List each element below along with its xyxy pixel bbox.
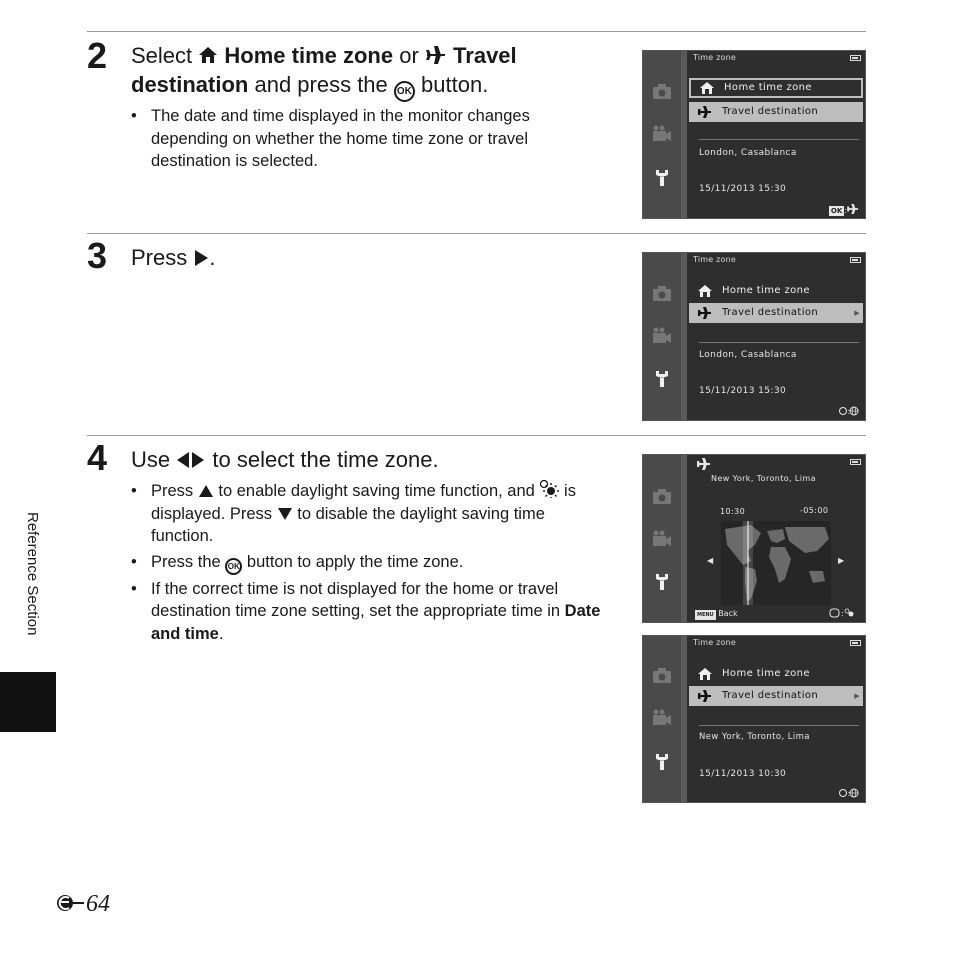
separator (699, 725, 859, 726)
row-label: Home time zone (722, 285, 810, 296)
camera-icon (652, 487, 672, 505)
screen-title: Time zone (693, 638, 737, 647)
wrench-icon (652, 370, 672, 388)
page-number (56, 891, 110, 918)
row-travel-destination[interactable] (689, 686, 863, 706)
rotary-globe-icon (839, 788, 859, 798)
world-map (721, 521, 831, 605)
airplane-icon (425, 45, 447, 65)
dst-hint (829, 608, 859, 620)
map-city-label: New York, Toronto, Lima (711, 474, 816, 483)
footer-rotary-hint (839, 788, 859, 800)
right-arrow-icon (193, 249, 209, 267)
ok-box: OK (830, 207, 843, 215)
row-home-time-zone[interactable] (689, 664, 863, 684)
airplane-icon (697, 458, 711, 470)
b2-a: Press the (151, 552, 221, 571)
map-offset: -05:00 (800, 506, 829, 515)
datetime-label: 15/11/2013 10:30 (699, 769, 787, 779)
step-2-home-label: Home time zone (224, 43, 394, 68)
step-2-or: or (399, 43, 419, 68)
ok-button-icon-small: OK (225, 558, 242, 575)
screen-title: Time zone (693, 53, 737, 62)
screen-sidebar (643, 51, 681, 218)
step-2-press-the: and press the (254, 72, 388, 97)
right-arrow-icon: ▶ (854, 692, 860, 700)
camera-screen-b (642, 252, 866, 421)
screen-sidebar (643, 455, 681, 622)
row-travel-destination[interactable] (689, 303, 863, 323)
row-label: Home time zone (724, 82, 812, 93)
footer-ok-hint: OK : (829, 204, 859, 216)
wrench-icon (652, 169, 672, 187)
camera-screen-d (642, 635, 866, 803)
menu-box: MENU (697, 612, 714, 618)
battery-icon (850, 257, 861, 263)
row-label: Travel destination (722, 690, 819, 701)
step-2-bullets (131, 105, 601, 176)
step-4-number: 4 (87, 437, 108, 478)
reference-e-icon (56, 893, 86, 913)
screen-sidebar (643, 253, 681, 420)
b1-c: is displayed. Press (151, 482, 576, 523)
page-number-text: 64 (86, 891, 110, 917)
camera-icon (652, 666, 672, 684)
airplane-icon (698, 690, 712, 702)
map-left-arrow-icon: ◀ (707, 556, 714, 565)
separator (699, 342, 859, 343)
screen-divider (681, 636, 687, 802)
city-label: London, Casablanca (699, 350, 797, 360)
city-label: New York, Toronto, Lima (699, 732, 810, 742)
airplane-icon (698, 307, 712, 319)
dst-toggle-icon (829, 608, 859, 618)
home-icon (698, 668, 712, 680)
right-arrow-icon: ▶ (854, 309, 860, 317)
step-4-bullets (131, 480, 601, 648)
row-travel-destination[interactable] (689, 102, 863, 122)
b3-end: . (218, 624, 224, 643)
step-2-number: 2 (87, 35, 108, 76)
movie-icon (652, 327, 672, 345)
svg-text::: : (841, 609, 844, 618)
screen-divider (681, 253, 687, 420)
step-4-bullet-correct-time (131, 578, 601, 646)
step-4-bullet-apply (131, 551, 601, 575)
camera-screen-a (642, 50, 866, 219)
step-3-number: 3 (87, 235, 108, 276)
b1-a: Press (151, 482, 194, 500)
row-home-time-zone[interactable] (689, 78, 863, 98)
movie-icon (652, 530, 672, 548)
screen-sidebar (643, 636, 681, 802)
home-icon (198, 45, 218, 65)
datetime-label: 15/11/2013 15:30 (699, 184, 787, 194)
camera-icon (652, 82, 672, 100)
footer-rotary-hint (839, 406, 859, 418)
home-icon (698, 285, 712, 297)
side-section-text: Reference Section (24, 512, 41, 636)
svg-text::: : (847, 407, 851, 416)
down-arrow-icon (277, 507, 293, 521)
camera-screen-c-map (642, 454, 866, 623)
rule-top (87, 31, 866, 32)
wrench-icon (652, 753, 672, 771)
battery-icon (850, 459, 861, 465)
step-4-use: Use (131, 447, 171, 472)
movie-icon (652, 709, 672, 727)
up-arrow-icon (198, 484, 214, 498)
step-4-to-select: to select the time zone. (212, 447, 439, 472)
back-label: Back (718, 609, 738, 618)
separator (699, 139, 859, 140)
battery-icon (850, 55, 861, 61)
step-2-bullet: • The date and time displayed in the monitor changes depending on whether the home time zone or travel destination is selected. (131, 105, 601, 173)
side-section-tab (0, 672, 56, 732)
step-2-travel-label: Travel destination (131, 43, 517, 97)
movie-icon (652, 125, 672, 143)
step-3-period: . (209, 245, 216, 270)
home-icon (700, 82, 714, 94)
b3-bold: Date and time (151, 602, 601, 643)
row-home-time-zone[interactable] (689, 281, 863, 301)
svg-text::: : (847, 789, 851, 798)
b1-b: to enable daylight saving time function, and (218, 482, 535, 500)
step-4-bullet-dst (131, 480, 601, 548)
airplane-icon (847, 204, 859, 214)
step-3-press: Press (131, 245, 188, 270)
row-label: Travel destination (722, 106, 819, 117)
screen-divider (681, 455, 687, 622)
map-time: 10:30 (720, 507, 746, 516)
airplane-icon (698, 106, 712, 118)
rotary-globe-icon (839, 406, 859, 416)
daylight-saving-icon (539, 480, 559, 498)
rule-step4 (87, 435, 866, 436)
step-2-button: button. (421, 72, 489, 97)
screen-divider (681, 51, 687, 218)
step-2-heading (131, 41, 611, 102)
map-right-arrow-icon: ▶ (838, 556, 845, 565)
rule-step3 (87, 233, 866, 234)
row-label: Home time zone (722, 668, 810, 679)
ok-button-icon: OK (394, 81, 415, 102)
b3-a: If the correct time is not displayed for the home or travel destination time zone setting, set the appropriate time in (151, 579, 561, 620)
screen-title: Time zone (693, 255, 737, 264)
step-3-heading (131, 243, 611, 272)
wrench-icon (652, 573, 672, 591)
camera-icon (652, 284, 672, 302)
b1-d: to disable the daylight saving time function. (151, 504, 545, 545)
step-4-heading (131, 445, 611, 474)
city-label: London, Casablanca (699, 148, 797, 158)
b2-b: button to apply the time zone. (246, 552, 464, 571)
left-right-arrows-icon (176, 451, 206, 469)
battery-icon (850, 640, 861, 646)
back-hint (695, 609, 738, 620)
datetime-label: 15/11/2013 15:30 (699, 386, 787, 396)
row-label: Travel destination (722, 307, 819, 318)
step-2-select: Select (131, 43, 193, 68)
side-section-label (21, 512, 41, 662)
